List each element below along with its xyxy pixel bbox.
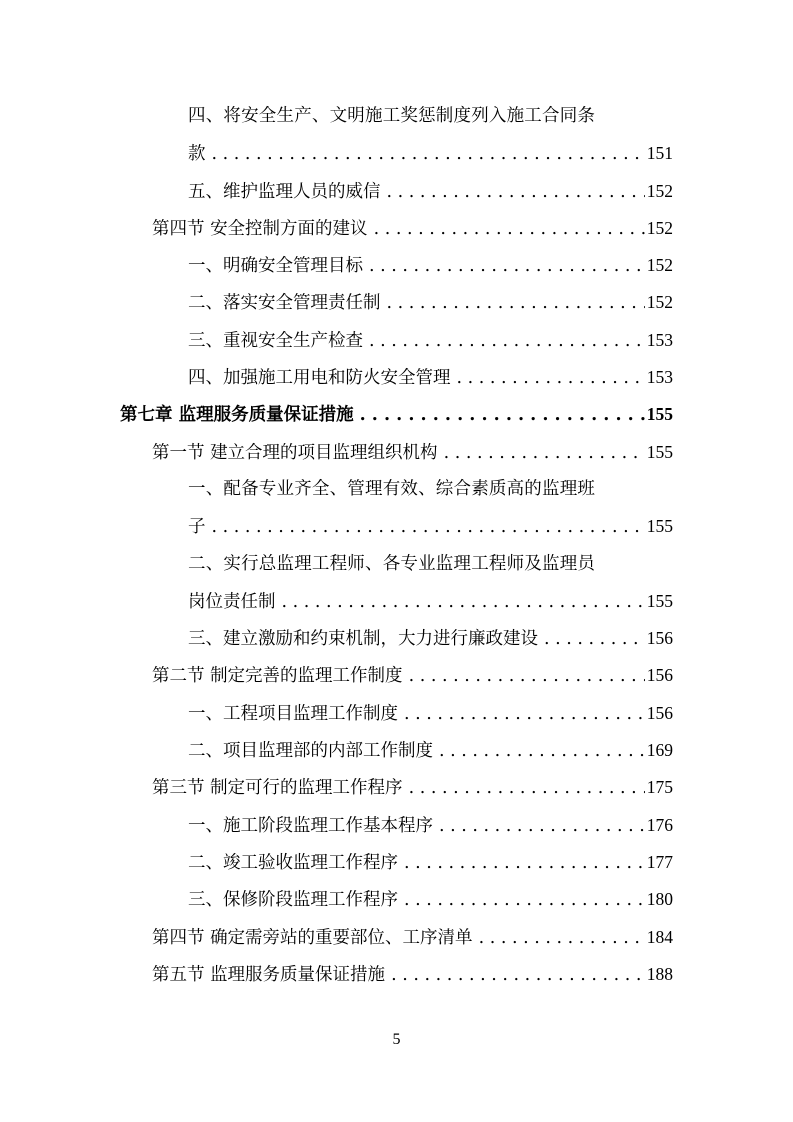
toc-entry-page-number: 176: [646, 814, 673, 835]
toc-entry-title: 五、维护监理人员的威信: [188, 181, 381, 202]
toc-dot-leader: [363, 323, 645, 359]
toc-entry-row: [152, 769, 673, 806]
toc-entry-row: [188, 546, 673, 583]
toc-entry-page-number: 155: [646, 516, 673, 537]
toc-entry-title: 一、配备专业齐全、管理有效、综合素质高的监理班: [188, 478, 596, 499]
toc-entry-page-number: 152: [646, 255, 673, 276]
toc-entry: [0, 135, 793, 172]
toc-entry-row: [152, 919, 673, 956]
toc-entry-row: [152, 434, 673, 471]
toc-entry-row: [188, 807, 673, 844]
toc-entry-title: 第四节 安全控制方面的建议: [152, 218, 368, 239]
toc-entry: [0, 247, 793, 284]
toc-dot-leader: [398, 696, 645, 732]
toc-entry: [0, 359, 793, 396]
toc-entry-page-number: 156: [646, 665, 673, 686]
toc-dot-leader: [354, 397, 645, 433]
toc-entry-row: [152, 657, 673, 694]
toc-entry-page-number: 177: [646, 851, 673, 872]
toc-entry: [0, 322, 793, 359]
toc-entry-page-number: 153: [646, 367, 673, 388]
toc-entry-page-number: 152: [646, 217, 673, 238]
toc-entry-row: [188, 359, 673, 396]
toc-dot-leader: [438, 435, 645, 471]
toc-entry-title: 三、保修阶段监理工作程序: [188, 890, 398, 911]
toc-entry-page-number: 169: [646, 740, 673, 761]
toc-entry-title: 二、项目监理部的内部工作制度: [188, 741, 433, 762]
toc-entry: [0, 508, 793, 545]
toc-entry-title: 三、重视安全生产检查: [188, 330, 363, 351]
toc-entry: [0, 173, 793, 210]
toc-entry-title: 二、落实安全管理责任制: [188, 293, 381, 314]
toc-entry-row: [188, 881, 673, 918]
toc-entry-title: 第五节 监理服务质量保证措施: [152, 964, 386, 985]
toc-entry-row: [188, 620, 673, 657]
toc-entry-title: 四、将安全生产、文明施工奖惩制度列入施工合同条: [188, 106, 596, 126]
toc-entry-page-number: 156: [646, 628, 673, 649]
toc-entry-row: [188, 583, 673, 620]
toc-entry-page-number: 156: [646, 702, 673, 723]
toc-dot-leader: [398, 882, 645, 918]
toc-entry: [0, 284, 793, 321]
toc-dot-leader: [451, 360, 646, 396]
toc-entry-row: [188, 247, 673, 284]
toc-entry-title: 第二节 制定完善的监理工作制度: [152, 666, 403, 687]
toc-entry-row: [188, 284, 673, 321]
toc-entry: [0, 396, 793, 433]
toc-entry-row: [188, 471, 673, 508]
toc-entry-title: 一、明确安全管理目标: [188, 256, 363, 277]
toc-dot-leader: [206, 136, 646, 172]
toc-entry-title: 二、实行总监理工程师、各专业监理工程师及监理员: [188, 553, 596, 574]
toc-dot-leader: [433, 733, 645, 769]
toc-entry-page-number: 175: [646, 777, 673, 798]
toc-entry-title: 子: [188, 517, 206, 538]
toc-entry-title: 第一节 建立合理的项目监理组织机构: [152, 442, 438, 463]
toc-dot-leader: [538, 621, 645, 657]
toc-entry-page-number: 155: [646, 441, 673, 462]
toc-entry: [0, 881, 793, 918]
toc-entry: [0, 732, 793, 769]
toc-entry: [0, 546, 793, 583]
toc-entry: [0, 807, 793, 844]
toc-entry: [0, 919, 793, 956]
toc-entry: [0, 210, 793, 247]
toc-entry: [0, 620, 793, 657]
toc-dot-leader: [385, 957, 645, 993]
toc-entry-page-number: 151: [646, 143, 673, 164]
toc-entry: [0, 471, 793, 508]
toc-entry: [0, 434, 793, 471]
toc-entry: [0, 98, 793, 135]
toc-entry: [0, 657, 793, 694]
toc-entry: [0, 769, 793, 806]
toc-entry-page-number: 152: [646, 292, 673, 313]
toc-entry-title: 第三节 制定可行的监理工作程序: [152, 778, 403, 799]
toc-entry-row: [152, 956, 673, 993]
toc-dot-leader: [473, 920, 645, 956]
toc-entry: [0, 956, 793, 993]
toc-entry-row: [188, 135, 673, 172]
toc-dot-leader: [381, 285, 646, 321]
toc-entry-title: 三、建立激励和约束机制，大力进行廉政建设: [188, 629, 538, 650]
toc-entry-row: [188, 844, 673, 881]
toc-entry-row: [188, 322, 673, 359]
toc-dot-leader: [433, 808, 645, 844]
toc-entry-row: [120, 396, 673, 433]
toc-entry-title: 第四节 确定需旁站的重要部位、工序清单: [152, 927, 473, 948]
toc-entry-row: [188, 98, 673, 135]
toc-entry-title: 一、施工阶段监理工作基本程序: [188, 815, 433, 836]
toc-entry-row: [188, 508, 673, 545]
toc-entry-row: [188, 732, 673, 769]
toc-dot-leader: [403, 658, 645, 694]
toc-dot-leader: [363, 248, 645, 284]
toc-dot-leader: [276, 584, 646, 620]
toc-entry-page-number: 188: [646, 963, 673, 984]
toc-entry-row: [188, 695, 673, 732]
toc-entry: [0, 844, 793, 881]
toc-entry-title: 款: [188, 144, 206, 165]
toc-entry: [0, 583, 793, 620]
toc-dot-leader: [403, 770, 645, 806]
toc-entry-title: 岗位责任制: [188, 591, 276, 612]
toc-entry-page-number: 184: [646, 926, 673, 947]
toc-entry: [0, 695, 793, 732]
toc-entry-title: 二、竣工验收监理工作程序: [188, 852, 398, 873]
toc-entry-row: [188, 173, 673, 210]
table-of-contents: [0, 98, 793, 993]
toc-dot-leader: [368, 211, 645, 247]
toc-entry-page-number: 153: [646, 329, 673, 350]
toc-entry-title: 四、加强施工用电和防火安全管理: [188, 368, 451, 389]
toc-entry-page-number: 155: [646, 404, 673, 425]
toc-entry-page-number: 152: [646, 180, 673, 201]
toc-entry-page-number: 155: [646, 590, 673, 611]
page-number: 5: [392, 1031, 401, 1048]
toc-entry-row: [152, 210, 673, 247]
toc-entry-title: 第七章 监理服务质量保证措施: [120, 405, 354, 426]
toc-dot-leader: [206, 509, 646, 545]
toc-dot-leader: [398, 845, 645, 881]
toc-entry-title: 一、工程项目监理工作制度: [188, 703, 398, 724]
toc-dot-leader: [381, 174, 646, 210]
toc-entry-page-number: 180: [646, 889, 673, 910]
